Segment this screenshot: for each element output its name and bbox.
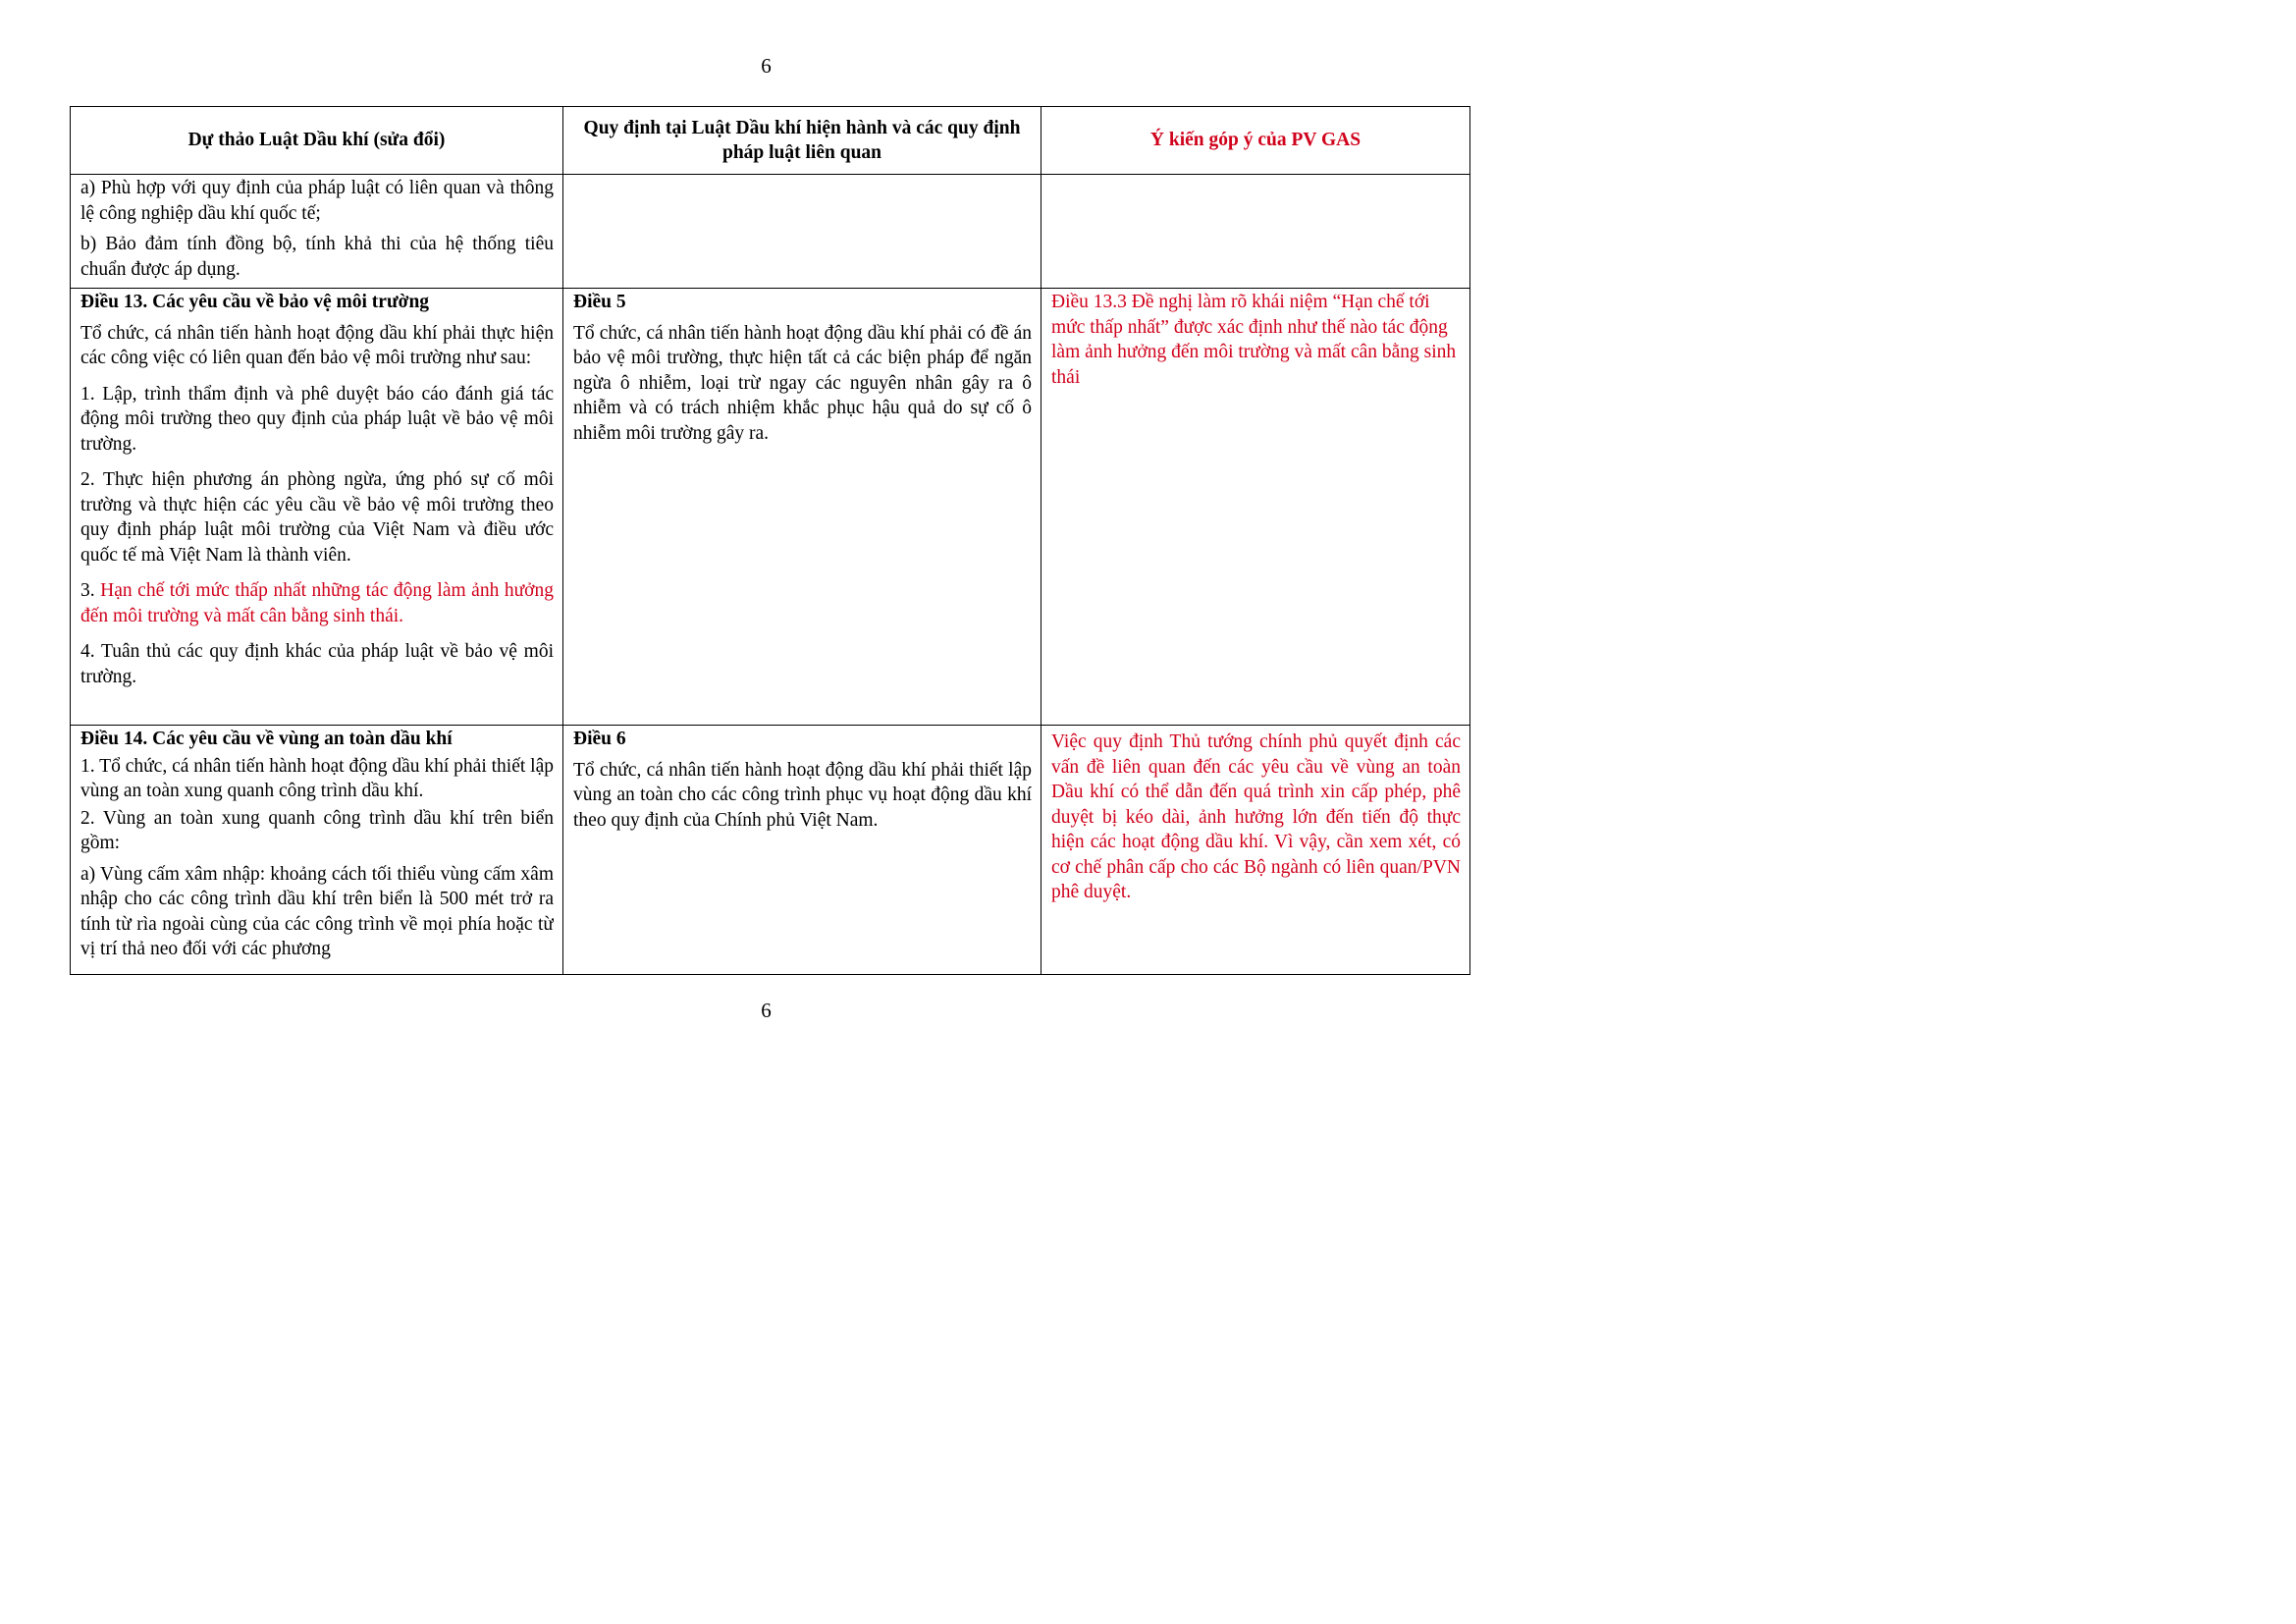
comment-cell bbox=[1041, 175, 1470, 289]
draft-cell bbox=[71, 175, 563, 289]
highlighted-text: Hạn chế tới mức thấp nhất những tác động làm ảnh hưởng đến môi trường và mất cân bằng sinh thái. bbox=[80, 580, 554, 626]
paragraph: 1. Lập, trình thẩm định và phê duyệt báo cáo đánh giá tác động môi trường theo quy định của pháp luật về bảo vệ môi trường. bbox=[80, 383, 554, 455]
paragraph: b) Bảo đảm tính đồng bộ, tính khả thi của hệ thống tiêu chuẩn được áp dụng. bbox=[80, 234, 554, 280]
header-draft-law: Dự thảo Luật Dầu khí (sửa đổi) bbox=[71, 107, 563, 175]
paragraph: a) Vùng cấm xâm nhập: khoảng cách tối thiểu vùng cấm xâm nhập cho các công trình dầu khí trên biển là 500 mét trở ra tính từ rìa ngoài cùng của các công trình về mọi phía hoặc từ vị trí thả neo đối với các phương bbox=[80, 863, 554, 959]
page-number-top: 6 bbox=[761, 54, 772, 78]
header-pvgas-comments: Ý kiến góp ý của PV GAS bbox=[1041, 107, 1470, 175]
header-current-law: Quy định tại Luật Dầu khí hiện hành và các quy định pháp luật liên quan bbox=[563, 107, 1041, 175]
comment-cell bbox=[1041, 289, 1470, 726]
current-law-cell bbox=[563, 289, 1041, 726]
table-row bbox=[71, 726, 1470, 975]
paragraph: Tổ chức, cá nhân tiến hành hoạt động dầu khí phải thiết lập vùng an toàn cho các công trình phục vụ hoạt động dầu khí theo quy định của Chính phủ Việt Nam. bbox=[573, 759, 1032, 831]
paragraph: Tổ chức, cá nhân tiến hành hoạt động dầu khí phải thực hiện các công việc có liên quan đến bảo vệ môi trường như sau: bbox=[80, 322, 554, 368]
table-row bbox=[71, 289, 1470, 726]
article-title: Điều 6 bbox=[573, 729, 626, 749]
table-row bbox=[71, 175, 1470, 289]
paragraph: Tổ chức, cá nhân tiến hành hoạt động dầu khí phải có đề án bảo vệ môi trường, thực hiện tất cả các biện pháp để ngăn ngừa ô nhiễm, loại trừ ngay các nguyên nhân gây ra ô nhiễm và có trách nhiệm khắc phục hậu quả do sự cố ô nhiễm môi trường gây ra. bbox=[573, 322, 1032, 444]
article-title: Điều 13. Các yêu cầu về bảo vệ môi trường bbox=[80, 292, 430, 312]
current-law-cell bbox=[563, 175, 1041, 289]
paragraph: 1. Tổ chức, cá nhân tiến hành hoạt động dầu khí phải thiết lập vùng an toàn xung quanh công trình dầu khí. bbox=[80, 755, 554, 801]
draft-cell bbox=[71, 726, 563, 975]
current-law-cell bbox=[563, 726, 1041, 975]
item-number: 3. bbox=[80, 580, 95, 601]
comment-text: Việc quy định Thủ tướng chính phủ quyết định các vấn đề liên quan đến các yêu cầu về vùng an toàn Dầu khí có thể dẫn đến quá trình xin cấp phép, phê duyệt bị kéo dài, ảnh hưởng lớn đến tiến độ thực hiện các hoạt động dầu khí. Vì vậy, cần xem xét, có cơ chế phân cấp cho các Bộ ngành có liên quan/PVN phê duyệt. bbox=[1051, 731, 1461, 902]
draft-cell bbox=[71, 289, 563, 726]
cell-clip bbox=[80, 727, 554, 972]
comment-cell bbox=[1041, 726, 1470, 975]
paragraph: a) Phù hợp với quy định của pháp luật có liên quan và thông lệ công nghiệp dầu khí quốc tế; bbox=[80, 178, 554, 224]
table-header-row bbox=[71, 107, 1470, 175]
paragraph: 4. Tuân thủ các quy định khác của pháp luật về bảo vệ môi trường. bbox=[80, 641, 554, 687]
comment-text: Điều 13.3 Đề nghị làm rõ khái niệm “Hạn chế tới mức thấp nhất” được xác định như thế nào tác động làm ảnh hưởng đến môi trường và mất cân bằng sinh thái bbox=[1051, 292, 1457, 388]
paragraph: 2. Vùng an toàn xung quanh công trình dầu khí trên biển gồm: bbox=[80, 807, 554, 853]
article-title: Điều 5 bbox=[573, 292, 626, 312]
paragraph: 2. Thực hiện phương án phòng ngừa, ứng phó sự cố môi trường và thực hiện các yêu cầu về bảo vệ môi trường theo quy định pháp luật môi trường của Việt Nam và điều ước quốc tế mà Việt Nam là thành viên. bbox=[80, 469, 554, 566]
paragraph-highlighted bbox=[80, 578, 554, 628]
article-title: Điều 14. Các yêu cầu về vùng an toàn dầu khí bbox=[80, 729, 453, 749]
comparison-table bbox=[70, 106, 1470, 975]
page-number-bottom: 6 bbox=[761, 999, 772, 1022]
